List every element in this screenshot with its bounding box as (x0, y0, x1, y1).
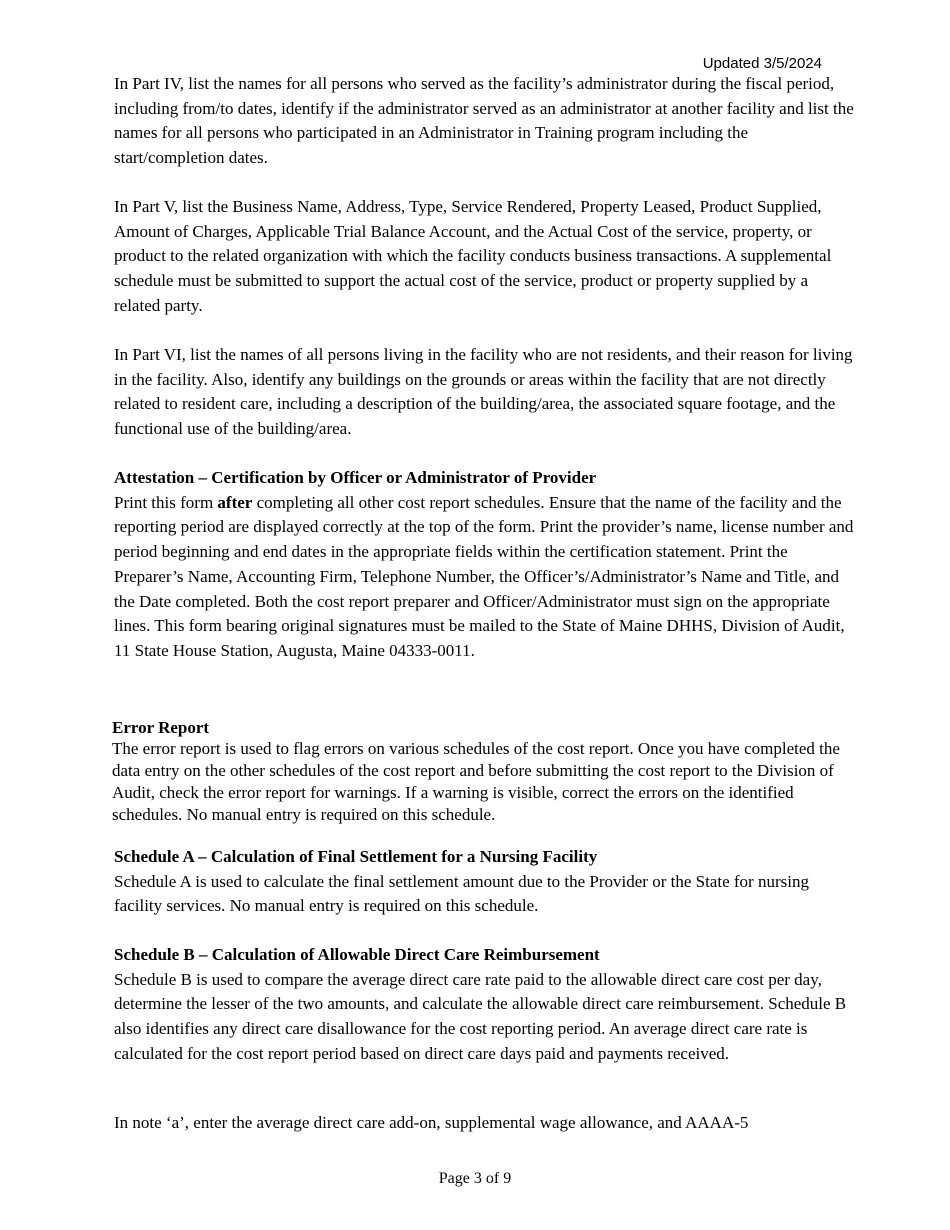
attestation-text-after: completing all other cost report schedules. Ensure that the name of the facility and the reporting period are displayed correctly at the top of the form. Print the provider’s name, license number and period beginning and end dates in the appropriate fields within the certification statement. Print the Preparer’s Name, Accounting Firm, Telephone Number, the Officer’s/Administrator’s Name and Title, and the Date completed. Both the cost report preparer and Officer/Administrator must sign on the appropriate lines. This form bearing original signatures must be mailed to the State of Maine DHHS, Division of Audit, 11 State House Station, Augusta, Maine 04333-0011. (114, 492, 854, 660)
schedule-b-section (114, 943, 854, 1067)
updated-date: Updated 3/5/2024 (702, 55, 822, 72)
attestation-text-before: Print this form (114, 492, 218, 512)
page-number: Page 3 of 9 (438, 1170, 512, 1187)
note-a-paragraph: In note ‘a’, enter the average direct care add-on, supplemental wage allowance, and AAAA-5 (114, 1113, 749, 1132)
schedule-a-heading: Schedule A – Calculation of Final Settlement for a Nursing Facility (114, 847, 598, 866)
schedule-b-heading: Schedule B – Calculation of Allowable Direct Care Reimbursement (114, 945, 600, 964)
part-vi-paragraph: In Part VI, list the names of all persons living in the facility who are not residents, and their reason for living in the facility. Also, identify any buildings on the grounds or areas within the facility that are not directly related to resident care, including a description of the building/area, the associated square footage, and the functional use of the building/area. (114, 345, 853, 439)
error-report-section (112, 716, 852, 741)
error-report-paragraph: The error report is used to flag errors on various schedules of the cost report. Once you have completed the data entry on the other schedules of the cost report and before submitting the cost report to the Division of Audit, check the error report for warnings. If a warning is visible, correct the errors on the identified schedules. No manual entry is required on this schedule. (112, 739, 840, 824)
part-v-paragraph: In Part V, list the Business Name, Address, Type, Service Rendered, Property Leased, Product Supplied, Amount of Charges, Applicable Trial Balance Account, and the Actual Cost of the service, property, or product to the related organization with which the facility conducts business transactions. A supplemental schedule must be submitted to support the actual cost of the service, product or property supplied by a related party. (114, 197, 832, 315)
schedule-a-section (114, 845, 854, 919)
error-report-heading: Error Report (112, 718, 210, 737)
attestation-paragraph (114, 491, 854, 664)
attestation-section (114, 466, 854, 664)
schedule-a-paragraph: Schedule A is used to calculate the final settlement amount due to the Provider or the State for nursing facility services. No manual entry is required on this schedule. (114, 871, 809, 916)
part-iv-paragraph: In Part IV, list the names for all persons who served as the facility’s administrator during the fiscal period, including from/to dates, identify if the administrator served as an administrator at another facility and list the names for all persons who participated in an Administrator in Training program including the start/completion dates. (114, 74, 854, 168)
attestation-heading: Attestation – Certification by Officer or Administrator of Provider (114, 468, 597, 487)
attestation-text-bold: after (217, 492, 253, 512)
schedule-b-paragraph: Schedule B is used to compare the average direct care rate paid to the allowable direct care cost per day, determine the lesser of the two amounts, and calculate the allowable direct care reimbursement. Schedule B also identifies any direct care disallowance for the cost reporting period. An average direct care rate is calculated for the cost report period based on direct care days paid and payments received. (114, 969, 847, 1063)
